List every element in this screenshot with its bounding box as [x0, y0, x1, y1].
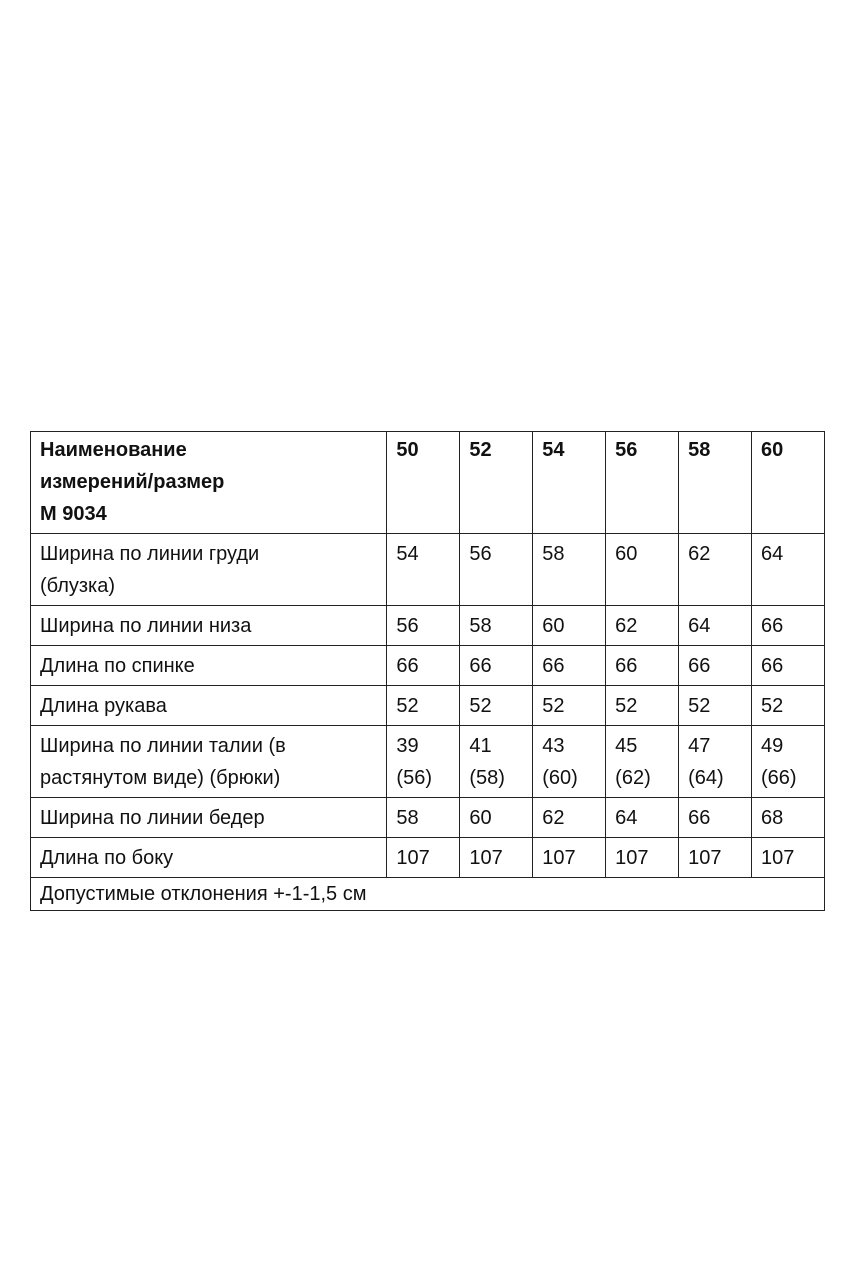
measurement-name-line: Ширина по линии талии (в: [40, 735, 286, 757]
size-chart-table: [30, 431, 825, 911]
value-cell: 52: [533, 686, 606, 726]
table-row: [31, 534, 825, 606]
value-cell: 66: [679, 798, 752, 838]
value-cell: 41 (58): [460, 726, 533, 798]
measurement-name-cell: [31, 726, 387, 798]
measurement-name-line: Ширина по линии груди: [40, 543, 260, 565]
value-cell: 43 (60): [533, 726, 606, 798]
header-name-line: Наименование: [40, 439, 187, 461]
value-cell: 64: [752, 534, 825, 606]
measurement-name-cell: [31, 534, 387, 606]
value-cell: 45 (62): [606, 726, 679, 798]
value-cell: 52: [752, 686, 825, 726]
table-row: [31, 646, 825, 686]
header-size-52: 52: [460, 432, 533, 534]
value-cell: 56: [387, 606, 460, 646]
value-cell: 66: [460, 646, 533, 686]
value-cell: 64: [679, 606, 752, 646]
header-row: [31, 432, 825, 534]
measurement-name-line: Ширина по линии бедер: [40, 807, 265, 829]
measurement-name-line: (блузка): [40, 575, 116, 597]
value-cell: 107: [606, 838, 679, 878]
value-cell: 52: [460, 686, 533, 726]
measurement-name-line: Длина по боку: [40, 847, 174, 869]
value-cell: 60: [606, 534, 679, 606]
value-cell: 60: [460, 798, 533, 838]
header-size-60: 60: [752, 432, 825, 534]
value-cell: 54: [387, 534, 460, 606]
value-cell: 107: [533, 838, 606, 878]
value-cell: 64: [606, 798, 679, 838]
value-cell: 107: [752, 838, 825, 878]
value-cell: 39 (56): [387, 726, 460, 798]
table-row: [31, 686, 825, 726]
value-cell: 56: [460, 534, 533, 606]
value-cell: 107: [460, 838, 533, 878]
value-cell: 66: [752, 646, 825, 686]
measurement-name-line: Длина по спинке: [40, 655, 195, 677]
value-cell: 58: [460, 606, 533, 646]
value-cell: 66: [752, 606, 825, 646]
value-cell: 62: [679, 534, 752, 606]
value-cell: 52: [387, 686, 460, 726]
table-row: [31, 838, 825, 878]
note-row: [31, 878, 825, 911]
value-cell: 62: [533, 798, 606, 838]
measurement-name-cell: [31, 686, 387, 726]
measurement-name-cell: [31, 798, 387, 838]
header-name-line: измерений/размер: [40, 471, 225, 493]
value-cell: 60: [533, 606, 606, 646]
value-cell: 52: [606, 686, 679, 726]
value-cell: 52: [679, 686, 752, 726]
value-cell: 58: [387, 798, 460, 838]
value-cell: 68: [752, 798, 825, 838]
measurement-name-line: растянутом виде) (брюки): [40, 767, 281, 789]
header-size-50: 50: [387, 432, 460, 534]
value-cell: 107: [387, 838, 460, 878]
measurement-name-cell: [31, 838, 387, 878]
header-name-cell: [31, 432, 387, 534]
measurement-name-cell: [31, 646, 387, 686]
measurement-name-line: Ширина по линии низа: [40, 615, 252, 637]
value-cell: 66: [533, 646, 606, 686]
header-name-line: М 9034: [40, 503, 107, 525]
measurement-name-line: Длина рукава: [40, 695, 167, 717]
value-cell: 66: [679, 646, 752, 686]
value-cell: 58: [533, 534, 606, 606]
value-cell: 107: [679, 838, 752, 878]
table-row: [31, 726, 825, 798]
header-size-56: 56: [606, 432, 679, 534]
value-cell: 47 (64): [679, 726, 752, 798]
value-cell: 66: [606, 646, 679, 686]
table-row: [31, 606, 825, 646]
tolerance-note: Допустимые отклонения +-1-1,5 см: [31, 878, 825, 911]
measurement-name-cell: [31, 606, 387, 646]
header-size-58: 58: [679, 432, 752, 534]
header-size-54: 54: [533, 432, 606, 534]
table-row: [31, 798, 825, 838]
value-cell: 62: [606, 606, 679, 646]
value-cell: 66: [387, 646, 460, 686]
value-cell: 49 (66): [752, 726, 825, 798]
